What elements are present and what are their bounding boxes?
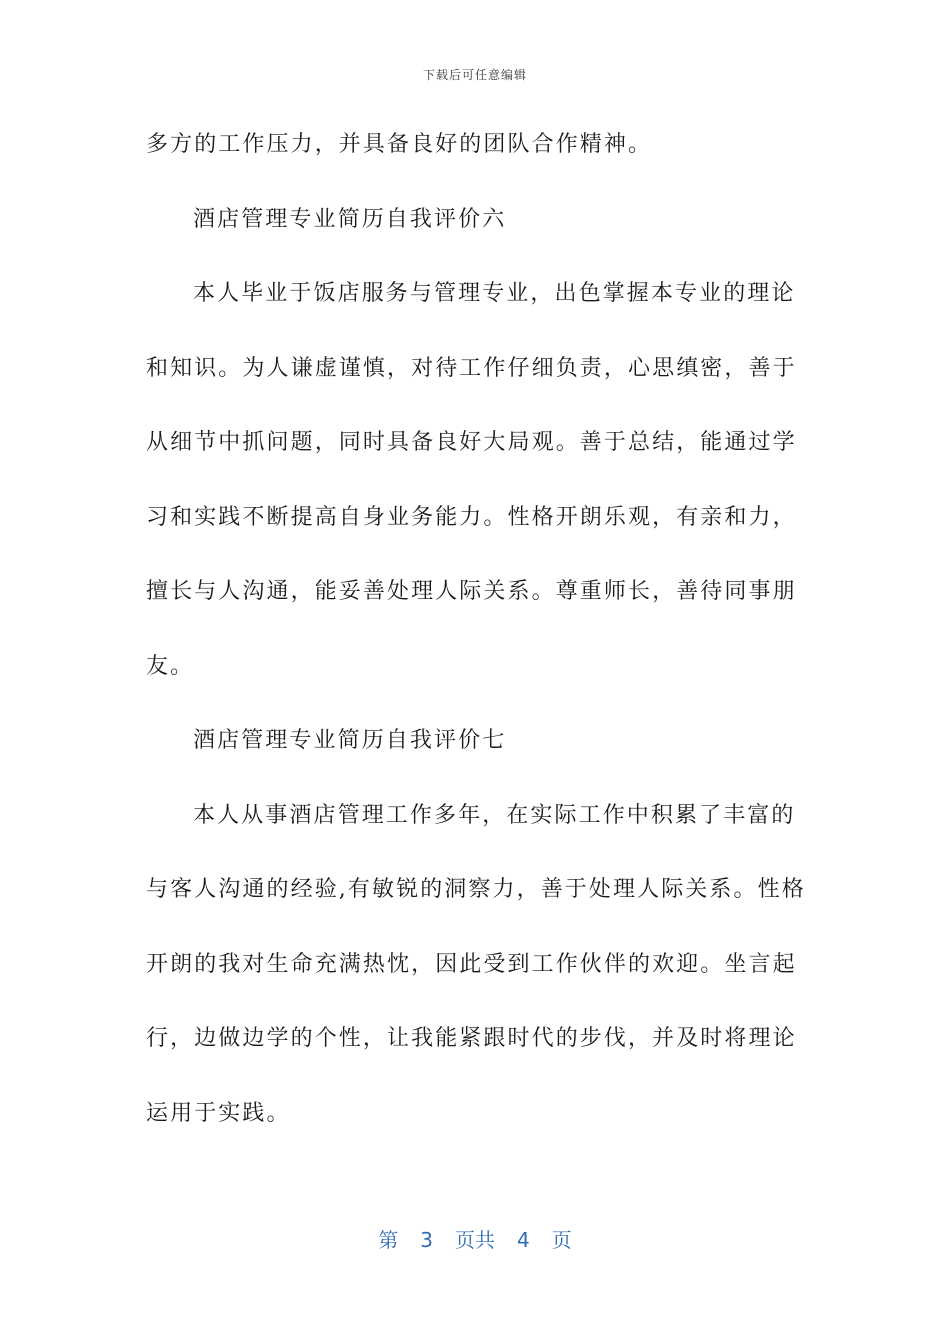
- section-heading-six: 酒店管理专业简历自我评价六: [193, 206, 507, 232]
- current-page-number: 3: [420, 1228, 433, 1252]
- page-middle: 页共: [455, 1228, 495, 1252]
- page-suffix: 页: [551, 1228, 572, 1252]
- page-header-note: 下载后可任意编辑: [422, 68, 527, 82]
- paragraph-evaluation-seven: 本人从事酒店管理工作多年，在实际工作中积累了丰富的与客人沟通的经验,有敏锐的洞察力，善于处理人际关系。性格开朗的我对生命充满热忱，因此受到工作伙伴的欢迎。坐言起行，边做边学的个性，让我能紧跟时代的步伐，并及时将理论运用于实践。: [146, 802, 806, 1126]
- section-heading-seven: 酒店管理专业简历自我评价七: [193, 728, 507, 753]
- page-footer: [0, 1224, 950, 1253]
- page-prefix: 第: [378, 1228, 399, 1252]
- total-pages-number: 4: [517, 1228, 530, 1252]
- paragraph-continuation: 多方的工作压力，并具备良好的团队合作精神。: [146, 132, 653, 157]
- paragraph-evaluation-six: 本人毕业于饭店服务与管理专业，出色掌握本专业的理论和知识。为人谦虚谨慎，对待工作仔细负责，心思缜密，善于从细节中抓问题，同时具备良好大局观。善于总结，能通过学习和实践不断提高自身业务能力。性格开朗乐观，有亲和力，擅长与人沟通，能妥善处理人际关系。尊重师长，善待同事朋友。: [146, 281, 797, 679]
- document-body: [146, 108, 806, 1151]
